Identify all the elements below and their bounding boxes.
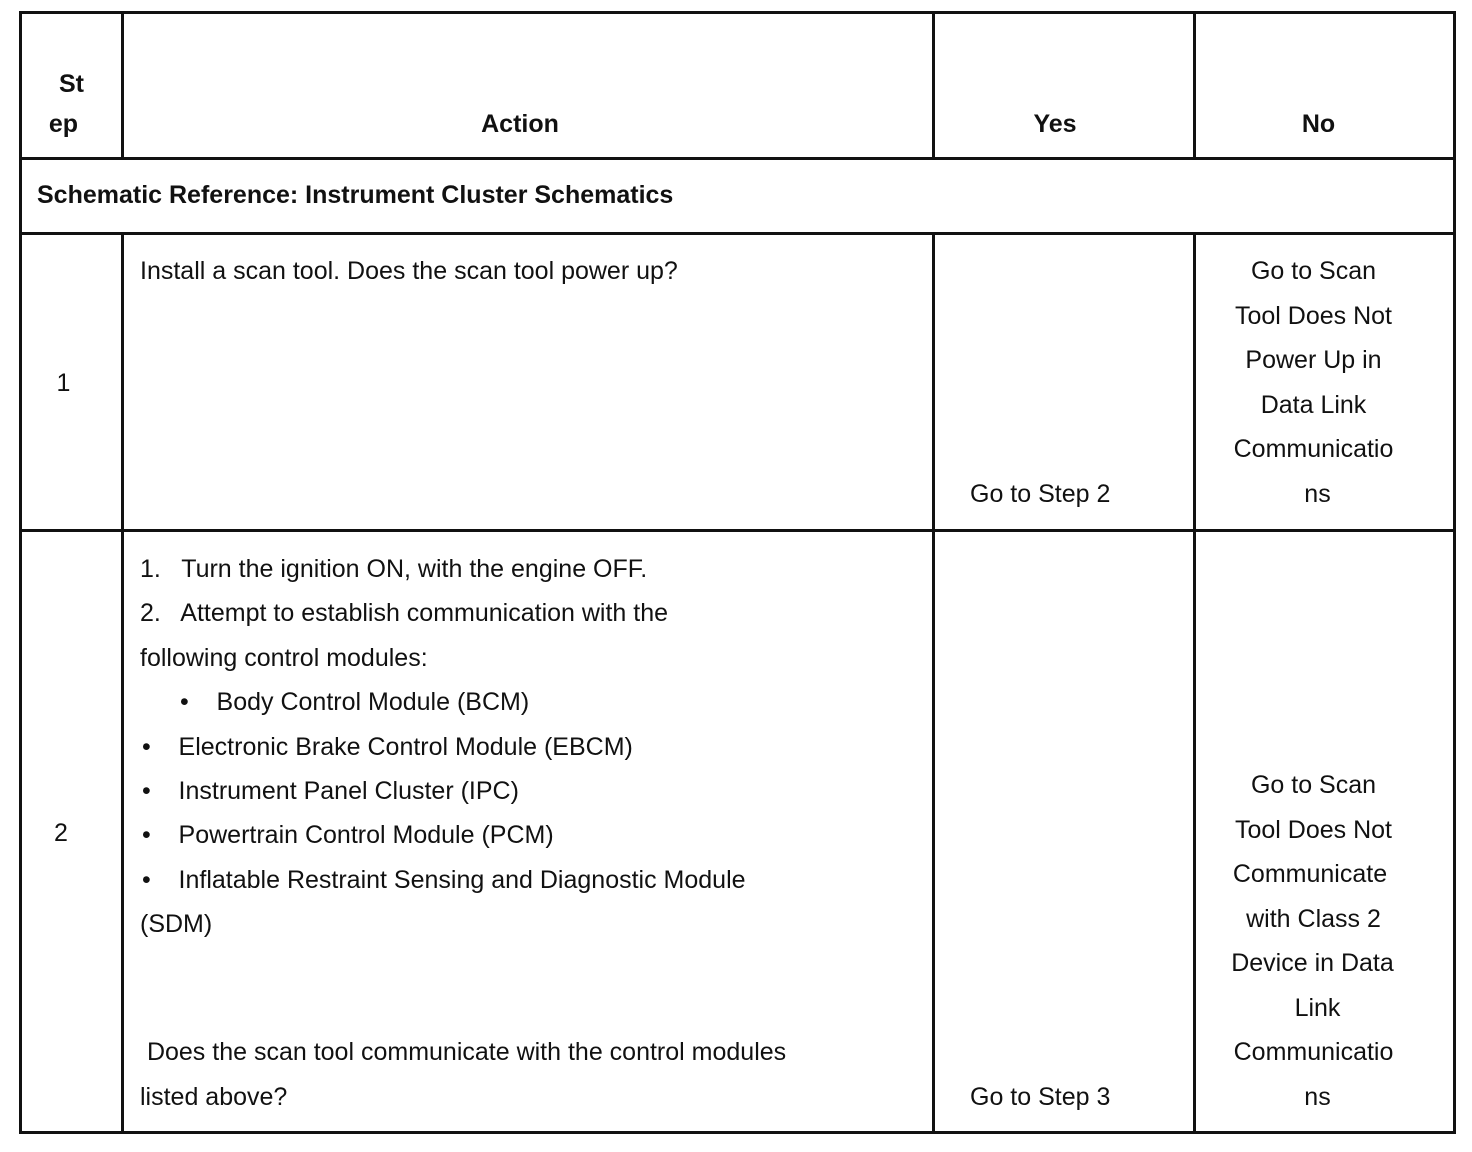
action-bullet-item: • Powertrain Control Module (PCM) — [142, 821, 554, 849]
column-divider-step — [121, 232, 124, 1134]
no-outcome-line: Go to Scan — [1250, 257, 1377, 285]
action-line: 2. Attempt to establish communication with the — [140, 599, 669, 627]
header-divider — [19, 157, 1456, 160]
action-bullet-item: • Instrument Panel Cluster (IPC) — [142, 777, 519, 805]
reference-divider — [19, 232, 1456, 235]
yes-outcome: Go to Step 2 — [970, 480, 1111, 508]
action-line: Does the scan tool communicate with the control modules — [140, 1038, 787, 1066]
action-bullet-item: • Inflatable Restraint Sensing and Diagnostic Module — [142, 866, 746, 894]
no-outcome-line: Tool Does Not — [1234, 816, 1393, 844]
table-border-right — [1453, 11, 1456, 1134]
no-outcome-line: Communicate — [1232, 860, 1388, 888]
action-line: listed above? — [140, 1083, 288, 1111]
action-line: 1. Turn the ignition ON, with the engine OFF. — [140, 555, 648, 583]
no-outcome-line: Data Link — [1260, 391, 1367, 419]
no-outcome-line: Device in Data — [1231, 949, 1394, 977]
action-text: Install a scan tool. Does the scan tool power up? — [140, 257, 678, 285]
no-outcome-line: Go to Scan — [1250, 771, 1377, 799]
no-outcome-line: Communicatio — [1233, 1038, 1394, 1066]
header-step-line2: ep — [48, 110, 79, 138]
no-outcome-line: Tool Does Not — [1234, 302, 1393, 330]
table-border-left — [19, 11, 22, 1134]
action-line: following control modules: — [140, 644, 428, 672]
header-no: No — [1301, 110, 1336, 138]
action-bullet-item: • Body Control Module (BCM) — [180, 688, 530, 716]
header-action: Action — [481, 110, 559, 138]
no-outcome-line: Power Up in — [1245, 346, 1382, 374]
no-outcome-line: with Class 2 — [1246, 905, 1381, 933]
no-outcome-line: Link — [1294, 994, 1341, 1022]
yes-outcome: Go to Step 3 — [970, 1083, 1111, 1111]
step-number: 2 — [54, 819, 68, 847]
action-bullet-item: • Electronic Brake Control Module (EBCM) — [142, 733, 633, 761]
no-outcome-line: ns — [1304, 480, 1331, 508]
header-yes: Yes — [1033, 110, 1077, 138]
schematic-reference: Schematic Reference: Instrument Cluster Schematics — [37, 181, 674, 209]
no-outcome-line: ns — [1304, 1083, 1331, 1111]
action-line: (SDM) — [140, 910, 213, 938]
table-border-bottom — [19, 1131, 1456, 1134]
header-step-line1: St — [59, 70, 84, 98]
row-divider — [19, 529, 1456, 532]
table-border-top — [19, 11, 1456, 14]
step-number: 1 — [56, 369, 71, 397]
column-divider-action — [932, 232, 935, 1134]
no-outcome-line: Communicatio — [1233, 435, 1394, 463]
